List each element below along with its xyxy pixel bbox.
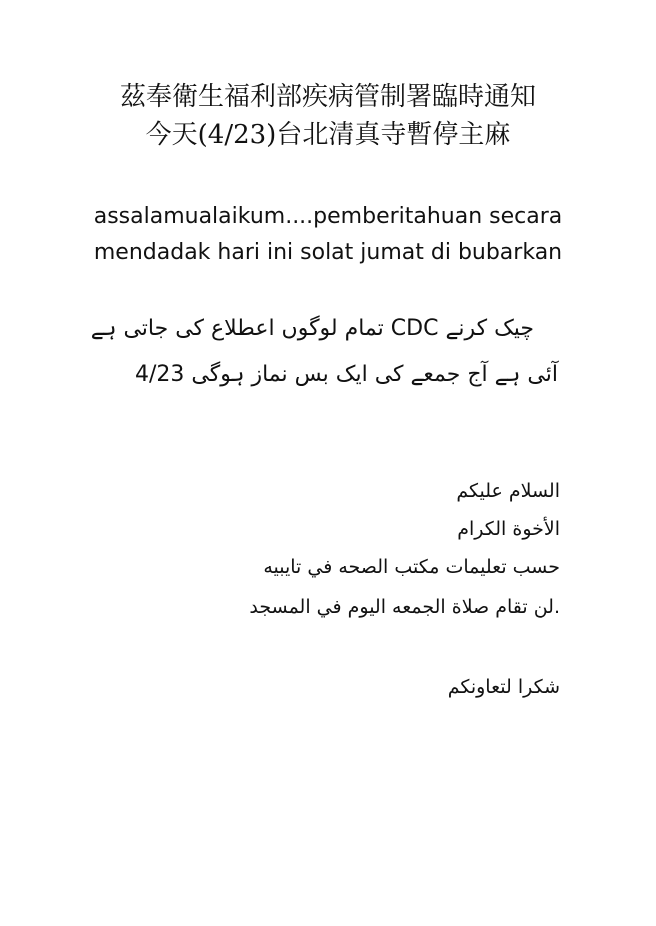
malay-notice-line-2: mendadak hari ini solat jumat di bubarkan bbox=[93, 240, 563, 265]
arabic-instructions: حسب تعليمات مكتب الصحه في تايبيه bbox=[263, 556, 560, 578]
chinese-notice-line-2: 今天(4/23)台北清真寺暫停主麻 bbox=[145, 120, 511, 150]
malay-notice-line-1: assalamualaikum....pemberitahuan secara bbox=[93, 204, 563, 229]
arabic-greeting: السلام عليكم bbox=[456, 480, 560, 502]
arabic-thanks: شكرا لتعاونكم bbox=[447, 676, 560, 698]
arabic-cancellation: .لن تقام صلاة الجمعه اليوم في المسجد bbox=[249, 596, 560, 618]
urdu-notice-line-2: آئی ہے آج جمعے کی ایک بس نماز ہوگی 4/23 bbox=[135, 362, 558, 387]
urdu-notice-line-1: چیک کرنے CDC تمام لوگوں اعطلاع کی جاتی ہے bbox=[90, 316, 534, 341]
chinese-notice-line-1: 茲奉衛生福利部疾病管制署臨時通知 bbox=[119, 82, 536, 112]
arabic-salutation: الأخوة الكرام bbox=[457, 518, 560, 540]
